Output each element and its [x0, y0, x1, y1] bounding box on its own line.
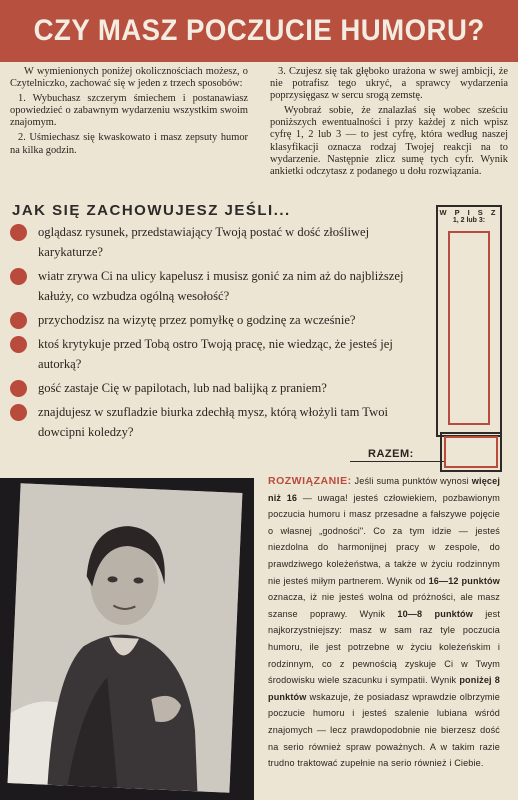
question-text: gość zastaje Cię w papilotach, lub nad balijką z praniem?: [38, 381, 327, 395]
solution-emphasis: więcej niż 16: [268, 476, 500, 503]
solution-emphasis: 16—12 punktów: [428, 575, 500, 586]
bullet-dot-icon: [10, 380, 27, 397]
option-2: 2. Uśmiechasz się kwaskowato i masz zepsuty humor na kilka godzin.: [10, 132, 248, 156]
question-item: [8, 266, 418, 306]
solution-part: jest najkorzystniejszy: masz w sam raz tyle poczucia humoru, ile jest potrzebne w życiu koleżeńskim i rodzinnym, co z pewnością zyskuje Ci w Twym środowisku wiele szacunku i sympatii. Wynik: [268, 608, 500, 686]
option-1: 1. Wybuchasz szczerym śmiechem i postanawiasz opowiedzieć o zabawnym wydarzeniu wszystkim swoim znajomym.: [10, 93, 248, 129]
solution-part: — uwaga! jesteś człowiekiem, pozbawionym poczucia humoru i masz przesadne a fałszywe pojęcie o własnej „godności". Co za tym idzie — jesteś niezdolna do harmonijnej pracy w zespole, do prawdziwego koleżeństwa, a także w życiu rodzinnym nie jesteś miłym partnerem. Wynik od: [268, 492, 500, 586]
score-column: [436, 205, 502, 437]
page-title: CZY MASZ POCZUCIE HUMORU?: [33, 14, 485, 47]
question-text: przychodzisz na wizytę przez pomyłkę o godzinę za wcześnie?: [38, 313, 356, 327]
woman-photo: [8, 483, 243, 792]
solution-part: Jeśli suma punktów wynosi: [351, 476, 472, 486]
score-header: W P I S Z: [439, 208, 499, 217]
solution-emphasis: poniżej 8 punktów: [268, 675, 500, 702]
question-item: [8, 378, 418, 398]
option-3: 3. Czujesz się tak głęboko urażona w swej ambicji, że nie potrafisz tego ukryć, a sprawcy wydarzenia poprzysięgasz w sercu srogą zemstę.: [270, 66, 508, 102]
instructions-paragraph: Wyobraź sobie, że znalazłaś się wobec sześciu poniższych ewentualności i przy każdej z nich wpisz cyfrę 1, 2 lub 3 — to jest cyfrę, która według naszej klasyfikacji oznacza rodzaj Twojej reakcji na to wydarzenie. Następnie zlicz sumę tych cyfr. Wynik ankietki odczytasz z podanego u dołu rozwiązania.: [270, 105, 508, 177]
score-entry-area[interactable]: [448, 231, 490, 425]
question-item: [8, 402, 418, 442]
total-entry-box[interactable]: [444, 436, 498, 468]
bullet-dot-icon: [10, 312, 27, 329]
solution-text: [268, 473, 500, 772]
question-text: znajdujesz w szufladzie biurka zdechłą mysz, którą włożyli tam Twoi dowcipni koledzy?: [38, 405, 388, 439]
solution-emphasis: 10—8 punktów: [397, 608, 473, 619]
woman-portrait-image: [8, 483, 243, 792]
score-subheader: 1, 2 lub 3:: [452, 217, 486, 224]
question-item: [8, 222, 418, 262]
question-text: oglądasz rysunek, przedstawiający Twoją postać w dość złośliwej karykaturze?: [38, 225, 370, 259]
bullet-dot-icon: [10, 404, 27, 421]
question-text: wiatr zrywa Ci na ulicy kapelusz i musisz gonić za nim aż do najbliższej kałuży, co wzbudza ogólną wesołość?: [38, 269, 404, 303]
title-banner: [0, 0, 518, 62]
question-item: [8, 310, 418, 330]
intro-paragraph: W wymienionych poniżej okolicznościach możesz, o Czytelniczko, zachować się w jeden z trzech sposobów:: [10, 66, 248, 90]
total-label: RAZEM:: [368, 448, 414, 460]
question-item: [8, 334, 418, 374]
solution-lead: ROZWIĄZANIE:: [268, 475, 352, 487]
solution-part: wskazuje, że posiadasz wprawdzie olbrzymie poczucie humoru i jesteś szalenie lubiana wśród znajomych — lecz prawdopodobnie nie bierzesz dość na serio również spraw poważnych. A w takim razie trudno traktować zupełnie na serio również i Ciebie.: [268, 691, 500, 769]
bullet-dot-icon: [10, 336, 27, 353]
bullet-dot-icon: [10, 268, 27, 285]
total-underline: [350, 461, 446, 462]
bullet-dot-icon: [10, 224, 27, 241]
question-list: [8, 222, 418, 446]
photo-frame: [0, 478, 254, 800]
intro-text: [10, 66, 508, 198]
solution-part: oznacza, iż nie jesteś wolna od próżności, ale masz szanse poprawy. Wynik: [268, 592, 500, 619]
section-heading: JAK SIĘ ZACHOWUJESZ JEŚLI...: [12, 202, 291, 219]
question-text: ktoś krytykuje przed Tobą ostro Twoją pracę, nie wiedząc, że jesteś jej autorką?: [38, 337, 393, 371]
